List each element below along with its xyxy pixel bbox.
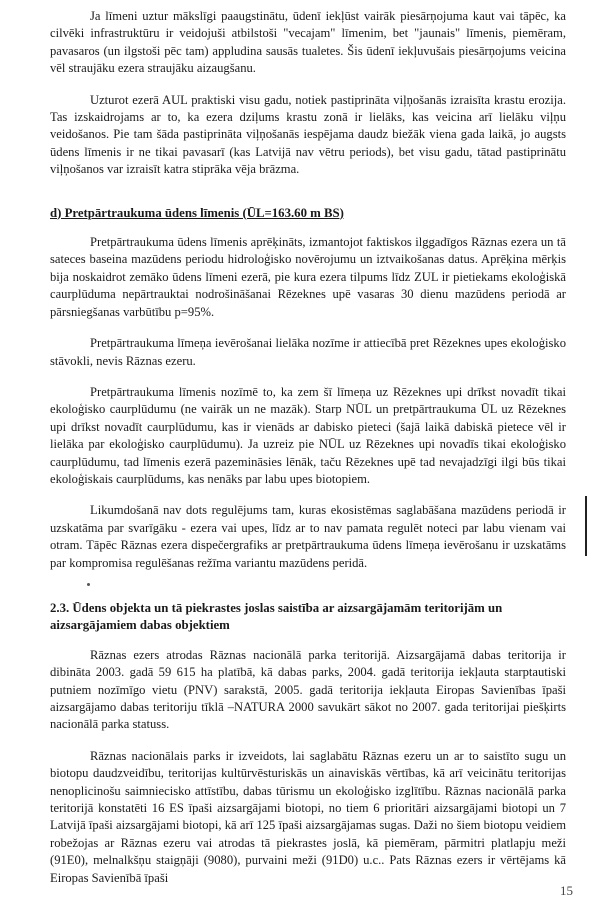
body-paragraph: Ja līmeni uztur mākslīgi paaugstinātu, ūdenī iekļūst vairāk piesārņojuma kaut vai tāpēc, ka cilvēki infrastruktūru ir veidojuši atbilstoši "vecajam" līmenim, bet "jaunais" līmenis, piemēram, pavasaros (un ilgstoši pēc tam) appludina sausās tualetes. Šis ūdenī iekļuvušais piesārņojums veicina vēl straujāku ezera straujāku aizaugšanu. <box>50 9 566 76</box>
margin-mark <box>585 496 587 556</box>
section-heading: d) Pretpārtraukuma ūdens līmenis (ŪL=163.60 m BS) <box>50 205 344 220</box>
document-page <box>50 8 566 887</box>
section-heading: 2.3. Ūdens objekta un tā piekrastes joslas saistība ar aizsargājamām teritorijām un aizsargājamiem dabas objektiem <box>50 600 503 633</box>
body-paragraph: Likumdošanā nav dots regulējums tam, kuras ekosistēmas saglabāšana mazūdens periodā ir uzskatāma par svarīgāku - ezera vai upes, līdz ar to nav pamata regulēt noteci par labu vienam vai otram. Tāpēc Rāznas ezera dispečergrafiks ar pretpārtraukuma ūdens līmeņa ievērošanu ir uzskatāms par kompromisa regulēšanas režīma variantu mazūdens peridā. <box>50 503 566 570</box>
body-paragraph: Uzturot ezerā AUL praktiski visu gadu, notiek pastiprināta viļņošanās izraisīta krastu erozija. Tas izskaidrojams ar to, ka ezera dziļums krastu zonā ir lielāks, kas veicina arī lielāku viļņu veidošanos. Pie tam šāda pastiprināta viļņošanās iespējama daudz biežāk viena gada laikā, jo augsts ūdens līmenis ir ne tikai pavasarī (kas Latvijā nav vētru periods), bet visu gadu, tātad pastiprinātu viļņošanos var izraisīt katra stiprāka vēja brāzma. <box>50 92 566 177</box>
body-paragraph: Pretpārtraukuma līmeņa ievērošanai lielāka nozīme ir attiecībā pret Rēzeknes upes ekoloģisko stāvokli, nevis Rāznas ezeru. <box>50 336 566 368</box>
body-paragraph: Rāznas nacionālais parks ir izveidots, lai saglabātu Rāznas ezeru un ar to saistīto sugu un biotopu daudzveidību, teritorijas kultūrvēsturiskās un ainaviskās vērtības, kā arī veicinātu teritorijas nenoplicinošu saimniecisko attīstību, dabas tūrismu un ekoloģisko izglītību. Rāznas nacionālā parka teritorijā konstatēti 16 ES īpaši aizsargājami biotopi, no tiem 6 prioritāri aizsargājami biotopi un 7 Latvijā īpaši aizsargājami biotopi, kā arī 125 īpaši aizsargājamas sugas. Daži no šiem biotopu veidiem robežojas ar Rāznas ezeru vai atrodas tā piekrastes joslā, kā piemēram, pārmitri platlapju meži (91E0), melnalkšņu staigņāji (9080), purvaini meži (91D0) u.c.. Pats Rāznas ezers ir vērtējams kā Eiropas Savienībā īpaši <box>50 748 566 885</box>
page-number: 15 <box>560 883 573 898</box>
body-paragraph: Pretpārtraukuma ūdens līmenis aprēķināts, izmantojot faktiskos ilggadīgos Rāznas ezera un tā sateces baseina mazūdens periodu hidroloģisko novērojumu un iztvaikošanas datus. Aprēķina mērķis bija noskaidrot zemāko ūdens līmeni ezerā, pie kura ezera tilpums līdz ZUL ir pietiekams ekoloģiskā caurplūduma nepārtrauktai nodrošināšanai Rēzeknes upē vasaras 30 dienu mazūdens periodā ar pārsniegšanas varbūtību p=95%. <box>50 235 566 319</box>
scan-dot <box>87 583 90 586</box>
body-paragraph: Rāznas ezers atrodas Rāznas nacionālā parka teritorijā. Aizsargājamā dabas teritorija ir dibināta 2003. gadā 59 615 ha platībā, kā dabas parks, 2004. gadā teritorija iekļauta starptautiski putniem nozīmīgo vietu (PNV) sarakstā, 2005. gadā teritorija iekļauta Eiropas Savienības īpaši aizsargājamo dabas teritoriju tīklā –NATURA 2000 savukārt sākot no 2007. gada teritorijai piešķirts nacionālā parka statuss. <box>50 647 566 732</box>
body-paragraph: Pretpārtraukuma līmenis nozīmē to, ka zem šī līmeņa uz Rēzeknes upi drīkst novadīt tikai ekoloģisko caurplūdumu (ne vairāk un ne mazāk). Starp NŪL un pretpārtraukuma ŪL uz Rēzeknes upi drīkst novadīt caurplūdumu, kas ir vienāds ar dabisko pieteci (šajā laikā dabiskā pietece vēl ir lielāka par ekoloģisko caurplūdumu). Ja uzreiz pie NŪL uz Rēzeknes upi novadīs tikai ekoloģisko caurplūdumu, tad līmenis ezerā pazemināsies lēnāk, taču Rēzeknes upē tad nevajadzīgi ilgi būs tikai ekoloģiskais caurplūdums, kas nenāks par labu upes biotopiem. <box>50 384 566 486</box>
